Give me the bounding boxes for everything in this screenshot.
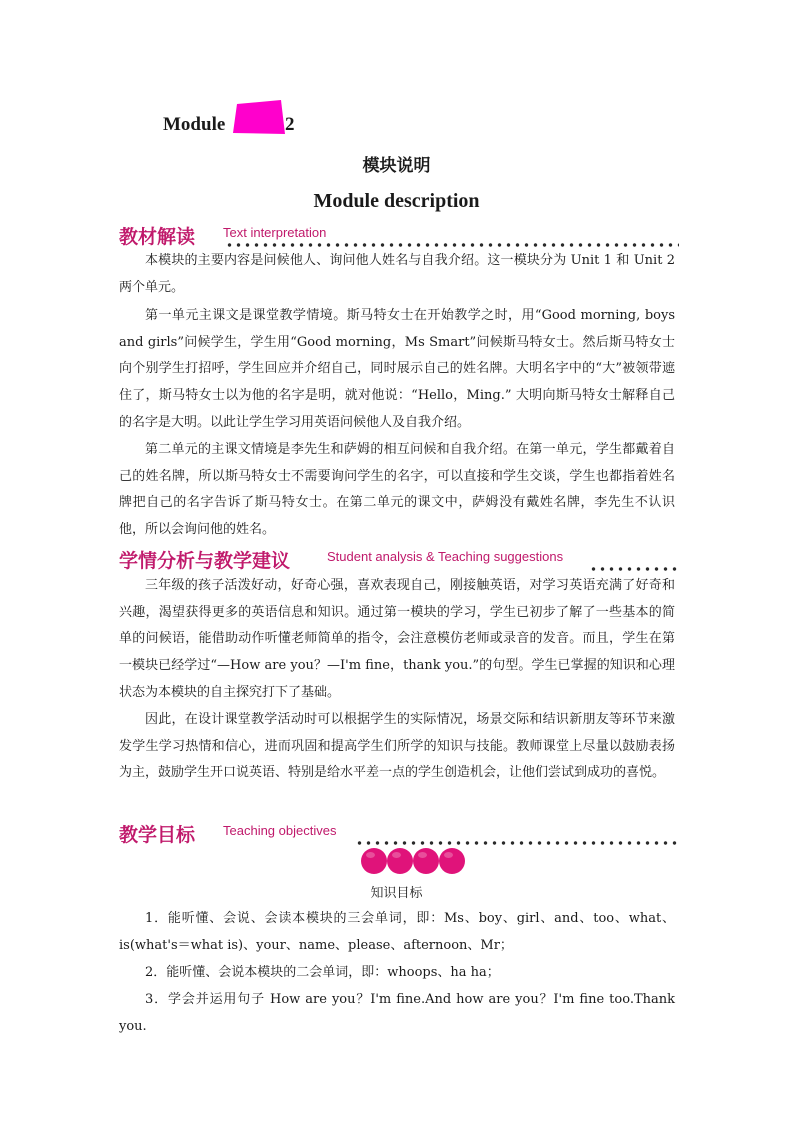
module-number: 2	[285, 114, 295, 135]
section-title-en: Text interpretation	[223, 225, 327, 240]
objective-item: 1．能听懂、会说、会读本模块的三会单词，即：Ms、boy、girl、and、too、what、is(what's＝what is)、your、name、please、afternoon、Mr；	[119, 911, 675, 953]
bubble-icon	[387, 848, 413, 874]
section-title-en: Student analysis & Teaching suggestions	[327, 549, 564, 564]
objective-item: 3．学会并运用句子 How are you？I'm fine.And how are you？I'm fine too.Thank you.	[119, 992, 675, 1034]
subtitle-knowledge-objectives: 知识目标	[370, 886, 423, 901]
paragraph: 第一单元主课文是课堂教学情境。斯马特女士在开始教学之时，用“Good morning, boys and girls”问候学生，学生用“Good morning，Ms Smart”问候斯马特女士。然后斯马特女士向个别学生打招呼，学生回应并介绍自己，同时展示自己的姓名牌。大明名字中的“大”被领带遮住了，斯马特女士以为他的名字是明，就对他说：“Hello，Ming.” 大明向斯马特女士解释自己的名字是大明。以此让学生学习用英语问候他人及自我介绍。	[119, 308, 675, 430]
paragraph: 因此，在设计课堂教学活动时可以根据学生的实际情况，场景交际和结识新朋友等环节来激发学生学习热情和信心，进而巩固和提高学生们所学的知识与技能。教师课堂上尽量以鼓励表扬为主，鼓励学生开口说英语、特别是给水平差一点的学生创造机会，让他们尝试到成功的喜悦。	[119, 712, 675, 781]
section-title-cn: 学情分析与教学建议	[119, 550, 291, 572]
bubble-icon	[439, 848, 465, 874]
bubble-icon	[361, 848, 387, 874]
section-header-student-analysis	[119, 546, 679, 572]
title-english: Module description	[313, 190, 480, 212]
dotted-divider	[589, 566, 679, 572]
section-title-cn: 教材解读	[119, 226, 196, 248]
module-word: Module	[163, 114, 226, 135]
objective-item: 2．能听懂、会说本模块的二会单词，即：whoops、ha ha；	[145, 965, 500, 980]
bubble-icon	[413, 848, 439, 874]
dotted-divider	[355, 840, 679, 846]
section-header-teaching-objectives	[119, 820, 679, 846]
decorative-bubbles	[361, 848, 465, 876]
paragraph: 三年级的孩子活泼好动，好奇心强，喜欢表现自己，刚接触英语，对学习英语充满了好奇和兴趣，渴望获得更多的英语信息和知识。通过第一模块的学习，学生已初步了解了一些基本的简单的问候语，能借助动作听懂老师简单的指令，会注意模仿老师或录音的发音。而且，学生在第一模块已经学过“—How are you？—I'm fine，thank you.”的句型。学生已掌握的知识和心理状态为本模块的自主探究打下了基础。	[119, 578, 675, 700]
paragraph: 第二单元的主课文情境是李先生和萨姆的相互问候和自我介绍。在第一单元，学生都戴着自己的姓名牌，所以斯马特女士不需要询问学生的名字，可以直接和学生交谈，学生也都指着姓名牌把自己的名字告诉了斯马特女士。在第二单元的课文中，萨姆没有戴姓名牌，李先生不认识他，所以会询问他的姓名。	[119, 442, 675, 538]
section-title-en: Teaching objectives	[223, 823, 337, 838]
title-chinese: 模块说明	[362, 156, 431, 176]
section-header-text-interpretation	[119, 222, 679, 248]
paragraph: 本模块的主要内容是问候他人、询问他人姓名与自我介绍。这一模块分为 Unit 1 和 Unit 2 两个单元。	[119, 253, 675, 295]
section-title-cn: 教学目标	[119, 824, 196, 846]
module-badge-shape	[233, 100, 285, 134]
